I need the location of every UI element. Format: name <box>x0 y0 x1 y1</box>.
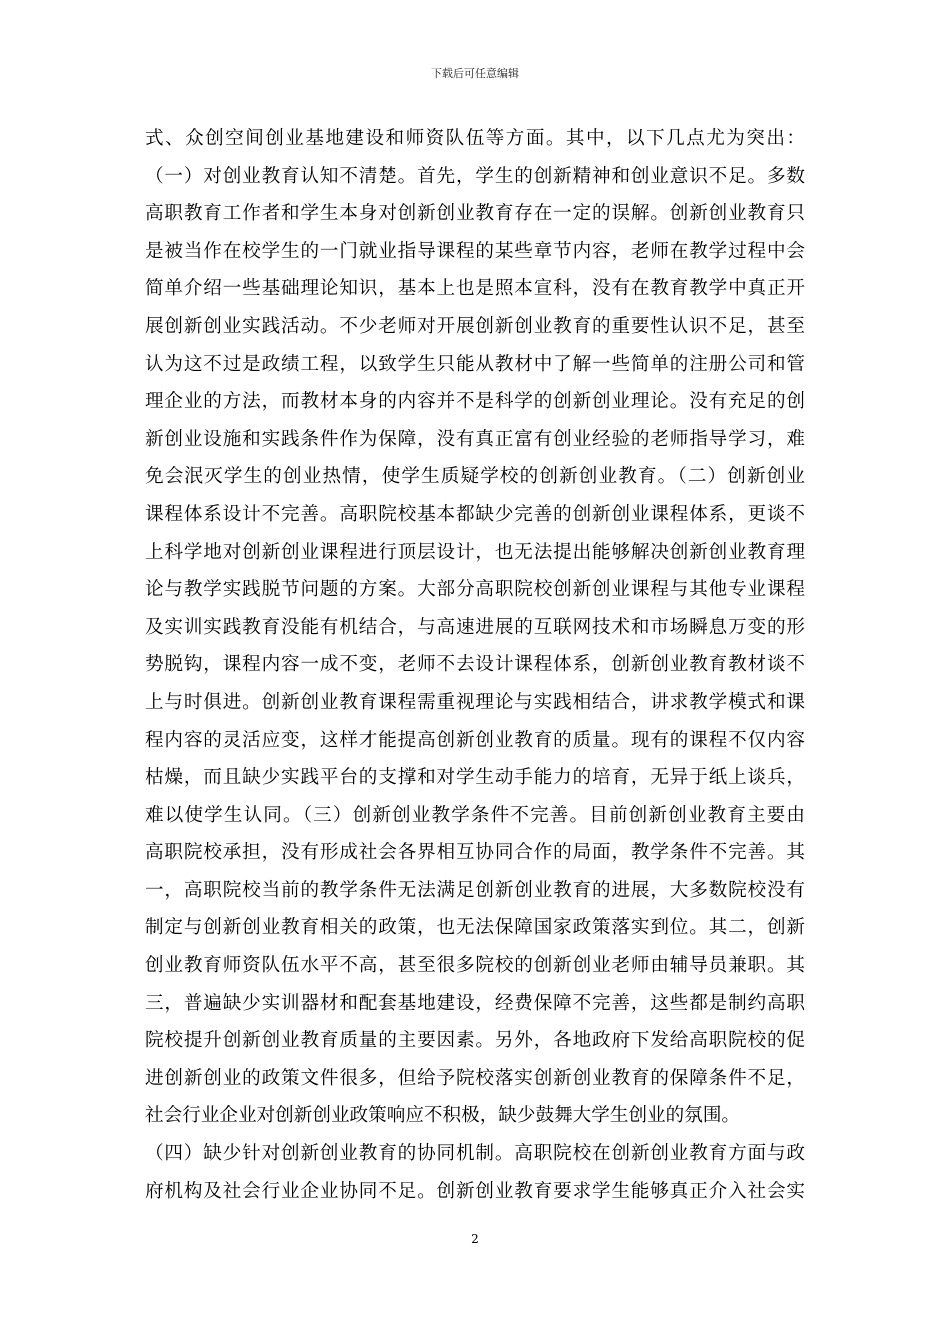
text-line: 枯燥，而且缺少实践平台的支撑和对学生动手能力的培育，无异于纸上谈兵， <box>145 767 805 789</box>
text-line: 认为这不过是政绩工程，以致学生只能从教材中了解一些简单的注册公司和管 <box>145 353 805 375</box>
text-line: 难以使学生认同。（三）创新创业教学条件不完善。目前创新创业教育主要由 <box>145 804 805 826</box>
text-line: 进创新创业的政策文件很多，但给予院校落实创新创业教育的保障条件不足， <box>145 1067 805 1089</box>
text-line: 论与教学实践脱节问题的方案。大部分高职院校创新创业课程与其他专业课程 <box>145 579 805 601</box>
text-line: 上科学地对创新创业课程进行顶层设计，也无法提出能够解决创新创业教育理 <box>145 541 805 563</box>
text-line: 势脱钩，课程内容一成不变，老师不去设计课程体系，创新创业教育教材谈不 <box>145 654 805 676</box>
text-line: 及实训实践教育没能有机结合，与高速进展的互联网技术和市场瞬息万变的形 <box>145 616 805 638</box>
text-line: 展创新创业实践活动。不少老师对开展创新创业教育的重要性认识不足，甚至 <box>145 315 805 337</box>
text-line: 程内容的灵活应变，这样才能提高创新创业教育的质量。现有的课程不仅内容 <box>145 729 805 751</box>
text-line: 制定与创新创业教育相关的政策，也无法保障国家政策落实到位。其二，创新 <box>145 917 805 939</box>
text-line: （一）对创业教育认知不清楚。首先，学生的创新精神和创业意识不足。多数 <box>145 165 805 187</box>
text-line: （四）缺少针对创新创业教育的协同机制。高职院校在创新创业教育方面与政 <box>145 1143 805 1165</box>
page-header: 下载后可任意编辑 <box>431 67 519 80</box>
text-line: 理企业的方法，而教材本身的内容并不是科学的创新创业理论。没有充足的创 <box>145 391 805 413</box>
page-number: 2 <box>471 1232 479 1246</box>
text-line: 府机构及社会行业企业协同不足。创新创业教育要求学生能够真正介入社会实 <box>145 1180 805 1202</box>
body-text <box>145 120 805 1210</box>
text-line: 简单介绍一些基础理论知识，基本上也是照本宣科，没有在教育教学中真正开 <box>145 278 805 300</box>
text-line: 高职教育工作者和学生本身对创新创业教育存在一定的误解。创新创业教育只 <box>145 203 805 225</box>
text-line: 免会泯灭学生的创业热情，使学生质疑学校的创新创业教育。（二）创新创业 <box>145 466 805 488</box>
text-line: 院校提升创新创业教育质量的主要因素。另外，各地政府下发给高职院校的促 <box>145 1030 805 1052</box>
text-line: 新创业设施和实践条件作为保障，没有真正富有创业经验的老师指导学习，难 <box>145 428 805 450</box>
text-line: 高职院校承担，没有形成社会各界相互协同合作的局面，教学条件不完善。其 <box>145 842 805 864</box>
text-line: 三，普遍缺少实训器材和配套基地建设，经费保障不完善，这些都是制约高职 <box>145 992 805 1014</box>
text-line: 是被当作在校学生的一门就业指导课程的某些章节内容，老师在教学过程中会 <box>145 240 805 262</box>
text-line: 上与时俱进。创新创业教育课程需重视理论与实践相结合，讲求教学模式和课 <box>145 691 805 713</box>
text-line: 课程体系设计不完善。高职院校基本都缺少完善的创新创业课程体系，更谈不 <box>145 503 805 525</box>
text-line: 社会行业企业对创新创业政策响应不积极，缺少鼓舞大学生创业的氛围。 <box>145 1105 741 1127</box>
text-line: 式、众创空间创业基地建设和师资队伍等方面。其中，以下几点尤为突出： <box>145 128 805 149</box>
text-line: 创业教育师资队伍水平不高，甚至很多院校的创新创业老师由辅导员兼职。其 <box>145 955 805 977</box>
text-line: 一，高职院校当前的教学条件无法满足创新创业教育的进展，大多数院校没有 <box>145 879 805 901</box>
